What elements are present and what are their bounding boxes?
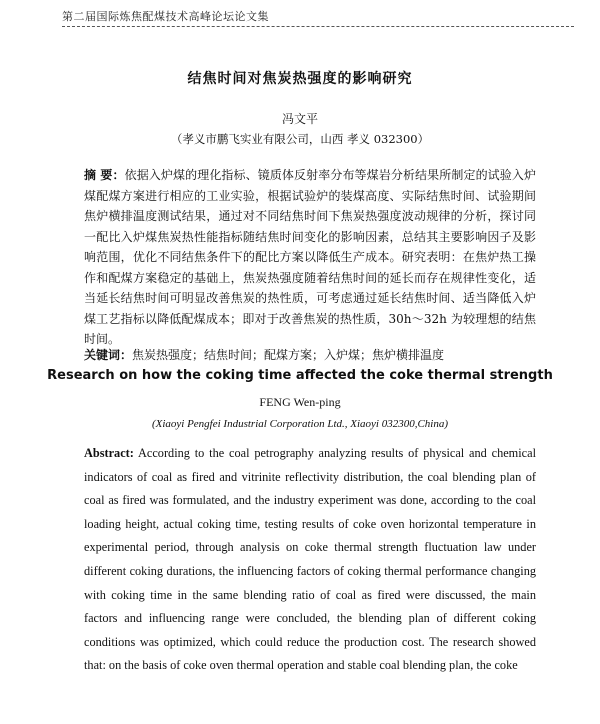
- keywords-zh-label: 关键词：: [84, 348, 133, 362]
- keywords-zh: [84, 346, 536, 363]
- paper-title-zh: 结焦时间对焦炭热强度的影响研究: [187, 71, 413, 87]
- author-zh: 冯文平: [281, 112, 318, 126]
- paper-title-en: Research on how the coking time affected the coke thermal strength: [47, 368, 553, 383]
- affiliation-en: (Xiaoyi Pengfei Industrial Corporation Ltd., Xiaoyi 032300,China): [151, 418, 449, 430]
- abstract-en-text: According to the coal petrography analyzing results of physical and chemical indicators of coal as fired and vitrinite reflectivity distribution, the coal blending plan of coal as fired was formulated, and the industry experiment was done, according to the coal loading height, actual coking time, testing results of coke oven horizontal temperature in experimental period, through analysis on coke thermal strength fluctuation law under different coking durations, the influencing factors of coking thermal performance changing with coking time in the same blending ratio of coal as fired were discussed, the main factors and influencing range were concluded, the blending plan of different coking conditions was optimized, which could reduce the production cost. The research showed that: on the basis of coke oven thermal operation and stable coal blending plan, the coke: [84, 446, 536, 673]
- abstract-zh: [84, 165, 536, 350]
- author-en: FENG Wen-ping: [259, 395, 341, 409]
- abstract-zh-label: 摘 要：: [84, 168, 125, 182]
- keywords-zh-text: 焦炭热强度；结焦时间；配煤方案；入炉煤；焦炉横排温度: [132, 348, 445, 362]
- affiliation-zh: （孝义市鹏飞实业有限公司，山西 孝义 032300）: [170, 132, 430, 146]
- abstract-en: [84, 442, 536, 678]
- abstract-zh-text: 依据入炉煤的理化指标、镜质体反射率分布等煤岩分析结果所制定的试验入炉煤配煤方案进行相应的工业实验，根据试验炉的装煤高度、实际结焦时间、试验期间焦炉横排温度测试结果，通过对不同结焦时间下焦炭热强度波动规律的分析，探讨同一配比入炉煤焦炭热性能指标随结焦时间变化的影响因素，总结其主要影响因子及影响范围，优化不同结焦条件下的配比方案以降低生产成本。研究表明：在焦炉热工操作和配煤方案稳定的基础上，焦炭热强度随着结焦时间的延长而存在规律性变化，适当延长结焦时间可明显改善焦炭的热性质，可考虑通过延长结焦时间、适当降低入炉煤工艺指标以降低配煤成本；即对于改善焦炭的热性质，30h～32h 为较理想的结焦时间。: [84, 168, 536, 346]
- running-header: 第二届国际炼焦配煤技术高峰论坛论文集: [62, 10, 269, 23]
- abstract-en-label: Abstract:: [84, 446, 134, 460]
- header-rule: [62, 26, 574, 27]
